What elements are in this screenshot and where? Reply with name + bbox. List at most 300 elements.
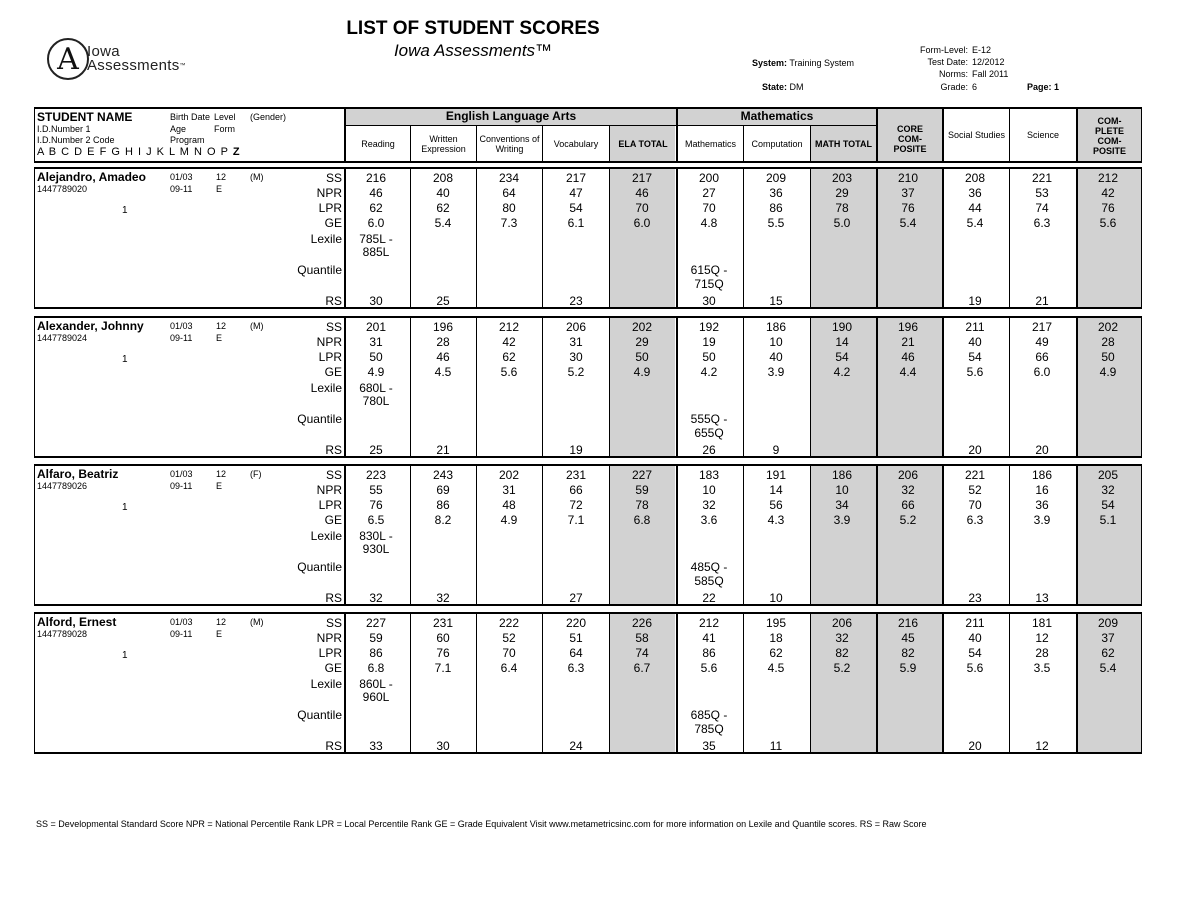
block-right-border — [1141, 169, 1142, 307]
score-cell: 234 — [498, 171, 520, 185]
raw-score-cell: 19 — [968, 294, 982, 308]
score-cell: 44 — [968, 201, 982, 215]
score-cell: 54 — [1101, 498, 1115, 512]
lexile-range-start: 860L - — [359, 677, 393, 691]
raw-score-cell: 20 — [968, 443, 982, 457]
column-divider — [676, 614, 678, 752]
score-cell: 5.4 — [899, 216, 917, 230]
raw-score-cell: 12 — [1035, 739, 1049, 753]
row-label: NPR — [316, 186, 342, 200]
lexile-range-start: 785L - — [359, 232, 393, 246]
score-cell: 40 — [769, 350, 783, 364]
score-cell: 64 — [569, 646, 583, 660]
raw-score-cell: 30 — [369, 294, 383, 308]
score-cell: 217 — [1031, 320, 1053, 334]
student-gender: (M) — [250, 617, 264, 627]
score-cell: 6.4 — [500, 661, 518, 675]
student-form: E — [216, 481, 223, 491]
score-cell: 66 — [569, 483, 583, 497]
score-cell: 6.0 — [633, 216, 651, 230]
header-level: Level — [214, 112, 236, 122]
raw-score-cell: 24 — [569, 739, 583, 753]
meta-state: State: DM — [762, 82, 804, 92]
column-divider — [609, 466, 610, 604]
score-cell: 18 — [769, 631, 783, 645]
student-level: 12 — [216, 321, 227, 331]
student-code: 1 — [122, 650, 128, 661]
header-science: Science — [1026, 130, 1060, 140]
row-label: LPR — [318, 498, 342, 512]
score-cell: 4.2 — [833, 365, 851, 379]
score-cell: 209 — [1097, 616, 1119, 630]
score-cell: 221 — [964, 468, 986, 482]
lexile-range-start: 680L - — [359, 381, 393, 395]
lexile-range-end: 930L — [362, 542, 390, 556]
score-cell: 12 — [1035, 631, 1049, 645]
row-label: SS — [325, 616, 342, 630]
row-label: RS — [325, 591, 342, 605]
score-cell: 5.6 — [700, 661, 718, 675]
header-mathematics: Mathematics — [684, 138, 737, 149]
score-cell: 4.4 — [899, 365, 917, 379]
score-cell: 5.6 — [966, 661, 984, 675]
meta-norms-value: Fall 2011 — [972, 69, 1009, 79]
header-reading: Reading — [361, 138, 395, 149]
raw-score-cell: 21 — [436, 443, 450, 457]
row-label: GE — [324, 216, 342, 230]
score-cell: 5.5 — [767, 216, 785, 230]
quantile-range-end: 585Q — [694, 574, 724, 588]
score-cell: 50 — [369, 350, 383, 364]
score-cell: 56 — [769, 498, 783, 512]
lexile-range-end: 780L — [362, 394, 390, 408]
score-cell: 231 — [565, 468, 587, 482]
score-cell: 46 — [901, 350, 915, 364]
column-divider — [743, 466, 744, 604]
score-cell: 186 — [765, 320, 787, 334]
student-form: E — [216, 333, 223, 343]
meta-grade-label: Grade: — [940, 82, 968, 92]
score-cell: 27 — [702, 186, 716, 200]
score-cell: 52 — [502, 631, 516, 645]
row-label: SS — [325, 468, 342, 482]
score-cell: 46 — [436, 350, 450, 364]
score-cell: 6.0 — [367, 216, 385, 230]
meta-page: Page: 1 — [1027, 82, 1060, 92]
score-cell: 72 — [569, 498, 583, 512]
row-label: SS — [325, 320, 342, 334]
score-cell: 14 — [769, 483, 783, 497]
score-cell: 76 — [1101, 201, 1115, 215]
block-right-border — [1141, 614, 1142, 752]
score-cell: 6.1 — [567, 216, 585, 230]
score-cell: 70 — [702, 201, 716, 215]
row-label: SS — [325, 171, 342, 185]
page-title: LIST OF STUDENT SCORES — [346, 18, 600, 39]
header-program: Program — [170, 135, 205, 145]
student-birth-date: 01/03 — [170, 321, 193, 331]
score-cell: 227 — [631, 468, 653, 482]
score-cell: 4.9 — [367, 365, 385, 379]
logo-tm: ™ — [179, 63, 186, 69]
score-cell: 4.9 — [500, 513, 518, 527]
score-cell: 62 — [1101, 646, 1115, 660]
column-divider — [476, 466, 477, 604]
score-cell: 58 — [635, 631, 649, 645]
student-gender: (M) — [250, 172, 264, 182]
score-cell: 217 — [565, 171, 587, 185]
score-cell: 31 — [569, 335, 583, 349]
score-cell: 200 — [698, 171, 720, 185]
score-cell: 203 — [831, 171, 853, 185]
score-cell: 31 — [502, 483, 516, 497]
student-block — [34, 316, 1142, 458]
column-divider — [942, 318, 944, 456]
score-cell: 28 — [436, 335, 450, 349]
raw-score-cell: 30 — [702, 294, 716, 308]
column-divider — [542, 466, 543, 604]
row-label: RS — [325, 443, 342, 457]
score-cell: 7.1 — [567, 513, 585, 527]
score-cell: 60 — [436, 631, 450, 645]
lexile-range-end: 885L — [362, 245, 390, 259]
quantile-range-start: 555Q - — [690, 412, 728, 426]
score-cell: 195 — [765, 616, 787, 630]
score-cell: 74 — [1035, 201, 1049, 215]
score-cell: 6.3 — [1033, 216, 1051, 230]
score-cell: 6.7 — [633, 661, 651, 675]
column-divider — [743, 318, 744, 456]
score-cell: 86 — [436, 498, 450, 512]
score-cell: 223 — [365, 468, 387, 482]
score-cell: 186 — [1031, 468, 1053, 482]
score-cell: 196 — [897, 320, 919, 334]
quantile-range-start: 615Q - — [690, 263, 728, 277]
score-cell: 62 — [369, 201, 383, 215]
score-cell: 216 — [365, 171, 387, 185]
row-label: Quantile — [297, 708, 342, 722]
header-student-name: STUDENT NAME — [37, 110, 133, 124]
score-cell: 211 — [965, 616, 985, 630]
score-cell: 76 — [901, 201, 915, 215]
score-cell: 32 — [702, 498, 716, 512]
raw-score-cell: 32 — [369, 591, 383, 605]
header-complete-composite: COM- PLETE COM- POSITE — [1092, 116, 1126, 156]
column-divider — [942, 169, 944, 307]
score-cell: 55 — [369, 483, 383, 497]
column-divider — [476, 169, 477, 307]
score-cell: 192 — [698, 320, 720, 334]
score-cell: 62 — [436, 201, 450, 215]
row-label: Lexile — [310, 381, 342, 395]
student-birth-date: 01/03 — [170, 172, 193, 182]
score-cell: 34 — [835, 498, 849, 512]
score-cell: 220 — [565, 616, 587, 630]
score-cell: 208 — [432, 171, 454, 185]
score-cell: 31 — [369, 335, 383, 349]
logo-letter: A — [57, 42, 79, 77]
score-cell: 3.6 — [700, 513, 718, 527]
row-label: Quantile — [297, 560, 342, 574]
score-cell: 66 — [1035, 350, 1049, 364]
score-cell: 5.0 — [833, 216, 851, 230]
score-cell: 202 — [498, 468, 520, 482]
row-label: NPR — [316, 335, 342, 349]
column-divider — [743, 169, 744, 307]
score-cell: 206 — [565, 320, 587, 334]
row-label: NPR — [316, 631, 342, 645]
column-divider — [676, 169, 678, 307]
score-cell: 40 — [968, 631, 982, 645]
student-form: E — [216, 629, 223, 639]
score-cell: 201 — [365, 320, 387, 334]
score-cell: 6.0 — [1033, 365, 1051, 379]
row-label: Quantile — [297, 263, 342, 277]
student-level: 12 — [216, 617, 227, 627]
header-letters: A B C D E F G H I J K L M N O P Z — [37, 146, 241, 158]
row-label: RS — [325, 739, 342, 753]
column-divider — [743, 614, 744, 752]
score-cell: 59 — [635, 483, 649, 497]
score-cell: 212 — [698, 616, 720, 630]
header-core-composite: CORE COM- POSITE — [893, 124, 927, 154]
student-age: 09-11 — [170, 629, 193, 639]
student-name: Alexander, Johnny — [37, 319, 144, 333]
column-divider — [810, 466, 811, 604]
header-age: Age — [170, 124, 187, 134]
score-cell: 29 — [635, 335, 649, 349]
score-cell: 37 — [1101, 631, 1115, 645]
score-cell: 4.3 — [767, 513, 785, 527]
score-cell: 202 — [1097, 320, 1119, 334]
student-name: Alfaro, Beatriz — [37, 467, 119, 481]
raw-score-cell: 32 — [436, 591, 450, 605]
score-cell: 70 — [635, 201, 649, 215]
student-code: 1 — [122, 354, 128, 365]
raw-score-cell: 30 — [436, 739, 450, 753]
column-divider — [810, 169, 811, 307]
logo-line2: Assessments — [87, 57, 180, 74]
footer-legend: SS = Developmental Standard Score NPR = National Percentile Rank LPR = Local Percentile Rank GE = Grade Equivalent Visit www.metametricsinc.com for more information on Lexile and Quantile scores. RS = Raw Score — [36, 819, 927, 829]
header-birth-date: Birth Date — [170, 112, 211, 122]
score-cell: 209 — [765, 171, 787, 185]
score-cell: 5.2 — [567, 365, 585, 379]
column-divider — [542, 318, 543, 456]
score-cell: 36 — [769, 186, 783, 200]
header-form: Form — [214, 124, 235, 134]
score-cell: 202 — [631, 320, 653, 334]
column-divider — [810, 318, 811, 456]
score-cell: 50 — [1101, 350, 1115, 364]
student-level: 12 — [216, 172, 227, 182]
student-gender: (M) — [250, 321, 264, 331]
score-cell: 226 — [631, 616, 653, 630]
score-cell: 3.9 — [767, 365, 785, 379]
column-divider — [542, 169, 543, 307]
score-cell: 3.5 — [1033, 661, 1051, 675]
raw-score-cell: 19 — [569, 443, 583, 457]
column-divider — [1009, 614, 1010, 752]
student-name: Alford, Ernest — [37, 615, 117, 629]
score-cell: 66 — [901, 498, 915, 512]
lexile-range-end: 960L — [362, 690, 390, 704]
column-divider — [942, 614, 944, 752]
score-cell: 211 — [965, 320, 985, 334]
score-cell: 212 — [498, 320, 520, 334]
row-label: LPR — [318, 646, 342, 660]
score-cell: 16 — [1035, 483, 1049, 497]
score-cell: 3.9 — [833, 513, 851, 527]
header-id1: I.D.Number 1 — [37, 124, 91, 134]
score-cell: 70 — [968, 498, 982, 512]
raw-score-cell: 9 — [772, 443, 780, 457]
header-math-group: Mathematics — [740, 109, 814, 123]
student-block — [34, 612, 1142, 754]
row-label: LPR — [318, 201, 342, 215]
column-divider — [609, 614, 610, 752]
score-cell: 6.3 — [966, 513, 984, 527]
row-label: NPR — [316, 483, 342, 497]
score-cell: 86 — [702, 646, 716, 660]
student-age: 09-11 — [170, 481, 193, 491]
score-cell: 62 — [769, 646, 783, 660]
score-cell: 40 — [436, 186, 450, 200]
score-cell: 86 — [769, 201, 783, 215]
score-cell: 62 — [502, 350, 516, 364]
score-cell: 4.5 — [767, 661, 785, 675]
score-cell: 32 — [901, 483, 915, 497]
score-cell: 196 — [432, 320, 454, 334]
score-cell: 49 — [1035, 335, 1049, 349]
raw-score-cell: 26 — [702, 443, 716, 457]
column-divider — [476, 318, 477, 456]
column-divider — [542, 614, 543, 752]
column-divider — [1009, 169, 1010, 307]
student-birth-date: 01/03 — [170, 617, 193, 627]
header-ela-group: English Language Arts — [445, 109, 577, 123]
quantile-range-start: 685Q - — [690, 708, 728, 722]
row-label: RS — [325, 294, 342, 308]
score-cell: 82 — [835, 646, 849, 660]
student-birth-date: 01/03 — [170, 469, 193, 479]
score-cell: 181 — [1031, 616, 1053, 630]
score-cell: 37 — [901, 186, 915, 200]
block-left-border — [34, 169, 35, 307]
raw-score-cell: 27 — [569, 591, 583, 605]
raw-score-cell: 23 — [968, 591, 982, 605]
score-cell: 76 — [436, 646, 450, 660]
column-divider — [1009, 466, 1010, 604]
header-written-expression: Written Expression — [421, 133, 466, 154]
raw-score-cell: 13 — [1035, 591, 1049, 605]
score-cell: 30 — [569, 350, 583, 364]
block-right-border — [1141, 466, 1142, 604]
row-label: GE — [324, 365, 342, 379]
score-cell: 50 — [702, 350, 716, 364]
score-cell: 19 — [702, 335, 716, 349]
row-label: Lexile — [310, 232, 342, 246]
score-cell: 6.8 — [367, 661, 385, 675]
score-cell: 221 — [1031, 171, 1053, 185]
raw-score-cell: 15 — [769, 294, 783, 308]
score-cell: 42 — [502, 335, 516, 349]
score-cell: 7.1 — [434, 661, 452, 675]
meta-form-level-value: E-12 — [972, 45, 992, 55]
raw-score-cell: 10 — [769, 591, 783, 605]
meta-test-date-label: Test Date: — [927, 57, 968, 67]
column-divider — [942, 466, 944, 604]
score-cell: 3.9 — [1033, 513, 1051, 527]
header-math-total: MATH TOTAL — [815, 138, 872, 149]
score-cell: 217 — [631, 171, 653, 185]
score-cell: 54 — [968, 350, 982, 364]
score-cell: 70 — [502, 646, 516, 660]
student-id: 1447789020 — [37, 184, 88, 194]
score-cell: 28 — [1101, 335, 1115, 349]
score-cell: 48 — [502, 498, 516, 512]
score-cell: 54 — [968, 646, 982, 660]
row-label: LPR — [318, 350, 342, 364]
student-form: E — [216, 184, 223, 194]
column-divider — [810, 614, 811, 752]
meta-grade-value: 6 — [972, 82, 978, 92]
quantile-range-start: 485Q - — [690, 560, 728, 574]
raw-score-cell: 25 — [369, 443, 383, 457]
student-block — [34, 167, 1142, 309]
score-cell: 8.2 — [434, 513, 452, 527]
score-cell: 243 — [432, 468, 454, 482]
score-cell: 14 — [835, 335, 849, 349]
score-cell: 50 — [635, 350, 649, 364]
score-cell: 54 — [835, 350, 849, 364]
column-divider — [676, 318, 678, 456]
score-cell: 40 — [968, 335, 982, 349]
student-age: 09-11 — [170, 333, 193, 343]
score-cell: 5.4 — [1099, 661, 1117, 675]
raw-score-cell: 23 — [569, 294, 583, 308]
page-subtitle: Iowa Assessments™ — [393, 41, 553, 60]
score-cell: 45 — [901, 631, 915, 645]
score-cell: 42 — [1101, 186, 1115, 200]
header-ela-total: ELA TOTAL — [618, 138, 668, 149]
score-cell: 5.6 — [966, 365, 984, 379]
lexile-range-start: 830L - — [359, 529, 393, 543]
score-cell: 210 — [897, 171, 919, 185]
score-cell: 5.4 — [434, 216, 452, 230]
score-cell: 69 — [436, 483, 450, 497]
column-divider — [609, 169, 610, 307]
score-cell: 10 — [702, 483, 716, 497]
header-computation: Computation — [751, 138, 803, 149]
quantile-range-end: 715Q — [694, 277, 724, 291]
score-cell: 6.8 — [633, 513, 651, 527]
column-divider — [676, 466, 678, 604]
score-cell: 5.1 — [1099, 513, 1117, 527]
score-cell: 86 — [369, 646, 383, 660]
score-cell: 5.6 — [500, 365, 518, 379]
score-cell: 5.2 — [833, 661, 851, 675]
student-id: 1447789024 — [37, 333, 88, 343]
column-divider — [1009, 318, 1010, 456]
table-header — [34, 107, 1142, 163]
score-cell: 47 — [569, 186, 583, 200]
score-cell: 5.9 — [899, 661, 917, 675]
row-label: GE — [324, 661, 342, 675]
student-code: 1 — [122, 205, 128, 216]
score-cell: 52 — [968, 483, 982, 497]
score-cell: 6.5 — [367, 513, 385, 527]
score-cell: 190 — [831, 320, 853, 334]
